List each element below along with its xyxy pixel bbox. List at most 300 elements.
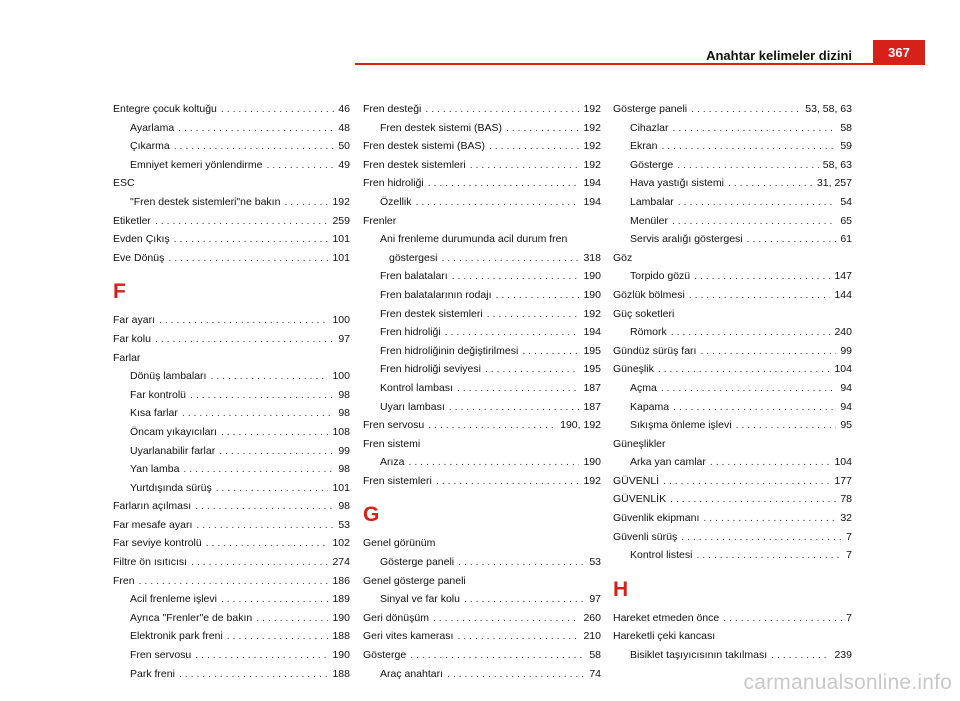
leader-dots bbox=[191, 553, 328, 572]
entry-page: 53 bbox=[589, 556, 601, 569]
entry-label: Kontrol lambası bbox=[380, 381, 453, 394]
index-entry bbox=[113, 516, 350, 535]
entry-page: 94 bbox=[840, 381, 852, 394]
entry-label: Far kolu bbox=[113, 332, 151, 345]
index-title: Anahtar kelimeler dizini bbox=[706, 48, 852, 63]
entry-label: Far mesafe ayarı bbox=[113, 518, 193, 531]
entry-label: Fren hidroliği seviyesi bbox=[380, 363, 481, 376]
entry-label: Güneşlik bbox=[613, 363, 654, 376]
entry-page: 274 bbox=[332, 556, 350, 569]
index-column-3 bbox=[613, 100, 852, 665]
entry-label: Güç soketleri bbox=[613, 307, 675, 320]
index-subentry bbox=[613, 193, 852, 212]
entry-label: Fren servosu bbox=[363, 419, 425, 432]
index-entry bbox=[613, 490, 852, 509]
leader-dots bbox=[210, 367, 328, 386]
entry-page: 318 bbox=[583, 251, 601, 264]
index-entry bbox=[113, 230, 350, 249]
entry-page: 32 bbox=[840, 512, 852, 525]
entry-label: Acil frenleme işlevi bbox=[130, 593, 217, 606]
entry-label: Bisiklet taşıyıcısının takılması bbox=[630, 649, 768, 662]
entry-page: 49 bbox=[338, 158, 350, 171]
entry-page: 101 bbox=[332, 251, 350, 264]
entry-page: 192 bbox=[583, 103, 601, 115]
entry-label: Arıza bbox=[380, 456, 405, 469]
entry-label: göstergesi bbox=[389, 251, 438, 264]
index-entry bbox=[363, 646, 601, 665]
leader-dots bbox=[206, 534, 329, 553]
entry-page: 46 bbox=[338, 103, 350, 115]
entry-label: Fren sistemi bbox=[363, 437, 421, 450]
entry-label: Far ayarı bbox=[113, 314, 156, 327]
index-subentry bbox=[613, 323, 852, 342]
leader-dots bbox=[678, 193, 837, 212]
entry-page: 99 bbox=[338, 444, 350, 457]
index-subentry bbox=[363, 119, 601, 138]
entry-page: 194 bbox=[583, 326, 601, 339]
index-subentry bbox=[113, 479, 350, 498]
leader-dots bbox=[663, 472, 830, 491]
entry-label: Torpido gözü bbox=[630, 270, 691, 283]
leader-dots bbox=[433, 609, 580, 628]
index-subentry bbox=[113, 609, 350, 628]
entry-page: 144 bbox=[834, 288, 852, 301]
index-subentry bbox=[113, 442, 350, 461]
entry-page: 58 bbox=[840, 121, 852, 134]
entry-page: 187 bbox=[583, 400, 601, 413]
index-subentry bbox=[363, 398, 601, 417]
index-subentry bbox=[363, 323, 601, 342]
entry-label: Fren destek sistemleri bbox=[380, 307, 483, 320]
index-subentry bbox=[613, 174, 852, 193]
leader-dots bbox=[458, 553, 585, 572]
leader-dots bbox=[703, 509, 836, 528]
leader-dots bbox=[178, 119, 334, 138]
index-subentry bbox=[363, 249, 601, 268]
entry-label: Cihazlar bbox=[630, 121, 669, 134]
entry-page: 100 bbox=[332, 370, 350, 383]
entry-label: Park freni bbox=[130, 667, 175, 680]
entry-label: Gösterge bbox=[630, 158, 674, 171]
entry-page: 98 bbox=[338, 407, 350, 420]
leader-dots bbox=[700, 342, 836, 361]
entry-label: Servis aralığı göstergesi bbox=[630, 233, 743, 246]
leader-dots bbox=[441, 249, 579, 268]
leader-dots bbox=[179, 665, 329, 684]
index-subentry bbox=[113, 590, 350, 609]
index-entry bbox=[363, 472, 601, 491]
leader-dots bbox=[691, 100, 801, 119]
index-subentry bbox=[113, 193, 350, 212]
entry-label: Fren destek sistemi (BAS) bbox=[363, 140, 485, 153]
index-entry bbox=[363, 100, 601, 119]
entry-label: Açma bbox=[630, 381, 657, 394]
leader-dots bbox=[670, 490, 836, 509]
entry-label: Evden Çıkış bbox=[113, 233, 170, 246]
leader-dots bbox=[452, 267, 580, 286]
index-subentry bbox=[613, 267, 852, 286]
leader-dots bbox=[747, 230, 837, 249]
leader-dots bbox=[449, 398, 580, 417]
entry-label: Hareket etmeden önce bbox=[613, 611, 720, 624]
index-subentry bbox=[363, 360, 601, 379]
index-entry bbox=[613, 609, 852, 628]
index-entry bbox=[613, 286, 852, 305]
index-subentry bbox=[613, 398, 852, 417]
leader-dots bbox=[183, 460, 334, 479]
entry-label: Elektronik park freni bbox=[130, 630, 223, 643]
index-section-letter: F bbox=[113, 280, 126, 304]
entry-label: Emniyet kemeri yönlendirme bbox=[130, 158, 263, 171]
leader-dots bbox=[425, 100, 579, 119]
index-subentry bbox=[363, 193, 601, 212]
entry-page: 260 bbox=[583, 611, 601, 624]
entry-label: Hareketli çeki kancası bbox=[613, 630, 716, 643]
index-entry bbox=[363, 534, 601, 553]
entry-label: Far kontrolü bbox=[130, 388, 187, 401]
entry-label: Lambalar bbox=[630, 195, 674, 208]
entry-page: 192 bbox=[583, 140, 601, 153]
index-subentry bbox=[113, 386, 350, 405]
index-subentry bbox=[613, 453, 852, 472]
leader-dots bbox=[658, 360, 831, 379]
leader-dots bbox=[416, 193, 580, 212]
entry-label: Menüler bbox=[630, 214, 668, 227]
entry-page: 31, 257 bbox=[816, 177, 852, 190]
index-entry bbox=[363, 212, 601, 231]
entry-label: Ani frenleme durumunda acil durum fren bbox=[380, 233, 568, 246]
entry-label: Etiketler bbox=[113, 214, 151, 227]
leader-dots bbox=[159, 311, 328, 330]
entry-page: 7 bbox=[846, 611, 852, 624]
entry-page: 59 bbox=[840, 140, 852, 153]
entry-label: Gösterge bbox=[363, 649, 407, 662]
leader-dots bbox=[428, 416, 556, 435]
header-rule bbox=[355, 63, 875, 65]
leader-dots bbox=[284, 193, 328, 212]
entry-page: 188 bbox=[332, 630, 350, 643]
entry-page: 108 bbox=[332, 425, 350, 438]
index-entry bbox=[613, 249, 852, 268]
page-header bbox=[0, 0, 960, 72]
leader-dots bbox=[195, 646, 328, 665]
leader-dots bbox=[689, 286, 831, 305]
index-entry bbox=[613, 509, 852, 528]
index-entry bbox=[363, 609, 601, 628]
watermark: carmanualsonline.info bbox=[743, 671, 952, 694]
entry-label: Hava yastığı sistemi bbox=[630, 177, 724, 190]
index-entry bbox=[113, 349, 350, 368]
index-section-letter: G bbox=[363, 503, 380, 527]
leader-dots bbox=[681, 528, 842, 547]
entry-page: 94 bbox=[840, 400, 852, 413]
index-entry bbox=[363, 627, 601, 646]
leader-dots bbox=[155, 330, 334, 349]
leader-dots bbox=[710, 453, 831, 472]
index-subentry bbox=[363, 590, 601, 609]
entry-page: 177 bbox=[834, 474, 852, 487]
entry-page: 195 bbox=[583, 363, 601, 376]
entry-page: 102 bbox=[332, 537, 350, 550]
index-entry bbox=[613, 342, 852, 361]
entry-page: 187 bbox=[583, 381, 601, 394]
leader-dots bbox=[428, 174, 580, 193]
entry-label: Eve Dönüş bbox=[113, 251, 165, 264]
entry-page: 240 bbox=[834, 326, 852, 339]
entry-page: 74 bbox=[589, 667, 601, 680]
entry-page: 192 bbox=[583, 307, 601, 320]
leader-dots bbox=[174, 137, 335, 156]
entry-label: Çıkarma bbox=[130, 140, 170, 153]
index-entry bbox=[363, 174, 601, 193]
index-subentry bbox=[613, 546, 852, 565]
leader-dots bbox=[671, 323, 831, 342]
leader-dots bbox=[673, 119, 837, 138]
entry-label: Göz bbox=[613, 251, 633, 264]
entry-label: Fren balatalarının rodajı bbox=[380, 288, 492, 301]
index-subentry bbox=[113, 665, 350, 684]
entry-page: 194 bbox=[583, 177, 601, 190]
index-entry bbox=[613, 360, 852, 379]
entry-label: Fren balataları bbox=[380, 270, 448, 283]
entry-page: 98 bbox=[338, 500, 350, 513]
leader-dots bbox=[470, 156, 580, 175]
leader-dots bbox=[728, 174, 813, 193]
index-section-letter: H bbox=[613, 577, 629, 601]
entry-label: Gösterge paneli bbox=[613, 103, 688, 115]
entry-page: 192 bbox=[583, 121, 601, 134]
entry-label: Kapama bbox=[630, 400, 670, 413]
entry-page: 54 bbox=[840, 195, 852, 208]
leader-dots bbox=[221, 590, 329, 609]
leader-dots bbox=[489, 137, 580, 156]
entry-page: 195 bbox=[583, 344, 601, 357]
entry-page: 192 bbox=[332, 195, 350, 208]
entry-label: Fren hidroliği bbox=[363, 177, 424, 190]
index-subentry bbox=[613, 646, 852, 665]
entry-label: Kısa farlar bbox=[130, 407, 178, 420]
leader-dots bbox=[168, 249, 328, 268]
entry-label: Sıkışma önleme işlevi bbox=[630, 419, 732, 432]
leader-dots bbox=[464, 590, 585, 609]
entry-label: Gündüz sürüş farı bbox=[613, 344, 697, 357]
leader-dots bbox=[436, 472, 580, 491]
entry-page: 190 bbox=[332, 649, 350, 662]
entry-label: Özellik bbox=[380, 195, 412, 208]
leader-dots bbox=[174, 230, 329, 249]
entry-page: 95 bbox=[840, 419, 852, 432]
entry-page: 98 bbox=[338, 388, 350, 401]
entry-label: Frenler bbox=[363, 214, 397, 227]
entry-page: 190 bbox=[583, 456, 601, 469]
entry-label: Gözlük bölmesi bbox=[613, 288, 685, 301]
leader-dots bbox=[723, 609, 842, 628]
entry-page: 53 bbox=[338, 518, 350, 531]
leader-dots bbox=[485, 360, 580, 379]
entry-page: 7 bbox=[846, 530, 852, 543]
entry-page: 78 bbox=[840, 493, 852, 506]
index-subentry bbox=[363, 267, 601, 286]
leader-dots bbox=[221, 100, 334, 119]
entry-page: 58 bbox=[589, 649, 601, 662]
entry-page: 190 bbox=[583, 288, 601, 301]
entry-label: Fren destek sistemleri bbox=[363, 158, 466, 171]
leader-dots bbox=[410, 646, 585, 665]
entry-label: Güvenli sürüş bbox=[613, 530, 678, 543]
leader-dots bbox=[190, 386, 334, 405]
leader-dots bbox=[672, 212, 836, 231]
entry-label: GÜVENLİ bbox=[613, 474, 660, 487]
entry-label: Yurtdışında sürüş bbox=[130, 481, 212, 494]
index-entry bbox=[613, 305, 852, 324]
entry-page: 58, 63 bbox=[822, 158, 852, 171]
entry-label: Güvenlik ekipmanı bbox=[613, 512, 700, 525]
index-subentry bbox=[363, 453, 601, 472]
index-column-1 bbox=[113, 100, 350, 683]
index-entry bbox=[113, 497, 350, 516]
index-subentry bbox=[363, 305, 601, 324]
entry-page: 190, 192 bbox=[560, 419, 601, 432]
entry-label: Gösterge paneli bbox=[380, 556, 455, 569]
entry-page: 192 bbox=[583, 158, 601, 171]
leader-dots bbox=[506, 119, 580, 138]
entry-label: Fren hidroliği bbox=[380, 326, 441, 339]
leader-dots bbox=[195, 497, 334, 516]
index-entry bbox=[113, 534, 350, 553]
index-entry bbox=[363, 137, 601, 156]
entry-label: Geri dönüşüm bbox=[363, 611, 429, 624]
entry-label: Farların açılması bbox=[113, 500, 192, 513]
leader-dots bbox=[673, 398, 836, 417]
entry-page: 61 bbox=[840, 233, 852, 246]
entry-label: "Fren destek sistemleri"ne bakın bbox=[130, 195, 281, 208]
leader-dots bbox=[457, 379, 580, 398]
entry-label: Filtre ön ısıtıcısı bbox=[113, 556, 188, 569]
entry-label: Öncam yıkayıcıları bbox=[130, 425, 217, 438]
entry-page: 99 bbox=[840, 344, 852, 357]
index-subentry bbox=[613, 230, 852, 249]
entry-label: Yan lamba bbox=[130, 463, 180, 476]
entry-label: Arka yan camlar bbox=[630, 456, 706, 469]
entry-page: 190 bbox=[332, 611, 350, 624]
leader-dots bbox=[771, 646, 830, 665]
entry-page: 259 bbox=[332, 214, 350, 227]
page-number-badge bbox=[873, 40, 925, 65]
entry-label: Farlar bbox=[113, 351, 141, 364]
entry-page: 190 bbox=[583, 270, 601, 283]
index-subentry bbox=[363, 665, 601, 684]
entry-label: Uyarlanabilir farlar bbox=[130, 444, 216, 457]
entry-label: Araç anahtarı bbox=[380, 667, 444, 680]
index-subentry bbox=[613, 379, 852, 398]
entry-page: 97 bbox=[589, 593, 601, 606]
entry-label: Fren bbox=[113, 574, 135, 587]
entry-page: 100 bbox=[332, 314, 350, 327]
index-subentry bbox=[363, 230, 601, 249]
entry-page: 65 bbox=[840, 214, 852, 227]
index-entry bbox=[613, 627, 852, 646]
entry-label: Römork bbox=[630, 326, 667, 339]
index-entry bbox=[613, 528, 852, 547]
leader-dots bbox=[182, 404, 334, 423]
entry-page: 104 bbox=[834, 456, 852, 469]
index-entry bbox=[363, 572, 601, 591]
leader-dots bbox=[495, 286, 579, 305]
index-column-2 bbox=[363, 100, 601, 683]
index-subentry bbox=[613, 156, 852, 175]
index-subentry bbox=[113, 367, 350, 386]
entry-page: 194 bbox=[583, 195, 601, 208]
leader-dots bbox=[457, 627, 579, 646]
leader-dots bbox=[266, 156, 334, 175]
leader-dots bbox=[445, 323, 580, 342]
entry-page: 7 bbox=[846, 549, 852, 562]
leader-dots bbox=[661, 379, 836, 398]
index-subentry bbox=[613, 212, 852, 231]
index-subentry bbox=[113, 119, 350, 138]
leader-dots bbox=[736, 416, 837, 435]
index-subentry bbox=[613, 137, 852, 156]
entry-label: Fren destek sistemi (BAS) bbox=[380, 121, 502, 134]
entry-label: Genel gösterge paneli bbox=[363, 574, 466, 587]
entry-label: Fren sistemleri bbox=[363, 474, 432, 487]
entry-page: 186 bbox=[332, 574, 350, 587]
entry-label: Ayrıca "Frenler"e de bakın bbox=[130, 611, 253, 624]
index-subentry bbox=[113, 460, 350, 479]
index-subentry bbox=[113, 156, 350, 175]
leader-dots bbox=[155, 212, 329, 231]
index-entry bbox=[363, 435, 601, 454]
entry-page: 192 bbox=[583, 474, 601, 487]
leader-dots bbox=[661, 137, 836, 156]
leader-dots bbox=[522, 342, 579, 361]
entry-label: Far seviye kontrolü bbox=[113, 537, 202, 550]
index-entry bbox=[613, 435, 852, 454]
entry-page: 97 bbox=[338, 332, 350, 345]
index-entry bbox=[363, 156, 601, 175]
index-subentry bbox=[363, 286, 601, 305]
index-entry bbox=[363, 416, 601, 435]
entry-label: Fren hidroliğinin değiştirilmesi bbox=[380, 344, 519, 357]
leader-dots bbox=[447, 665, 585, 684]
entry-label: Fren desteği bbox=[363, 103, 422, 115]
index-entry bbox=[113, 212, 350, 231]
leader-dots bbox=[216, 479, 329, 498]
leader-dots bbox=[256, 609, 328, 628]
index-subentry bbox=[363, 553, 601, 572]
index-entry bbox=[113, 553, 350, 572]
entry-label: Geri vites kamerası bbox=[363, 630, 454, 643]
entry-page: 104 bbox=[834, 363, 852, 376]
entry-page: 48 bbox=[338, 121, 350, 134]
entry-label: Ekran bbox=[630, 140, 658, 153]
index-entry bbox=[613, 100, 852, 119]
entry-page: 147 bbox=[834, 270, 852, 283]
entry-page: 210 bbox=[583, 630, 601, 643]
entry-label: Güneşlikler bbox=[613, 437, 666, 450]
entry-label: Sinyal ve far kolu bbox=[380, 593, 460, 606]
leader-dots bbox=[677, 156, 819, 175]
entry-label: GÜVENLİK bbox=[613, 493, 667, 506]
leader-dots bbox=[219, 442, 334, 461]
index-subentry bbox=[613, 416, 852, 435]
index-entry bbox=[113, 311, 350, 330]
index-entry bbox=[113, 249, 350, 268]
index-entry bbox=[113, 174, 350, 193]
index-subentry bbox=[613, 119, 852, 138]
entry-page: 98 bbox=[338, 463, 350, 476]
entry-label: Uyarı lambası bbox=[380, 400, 445, 413]
